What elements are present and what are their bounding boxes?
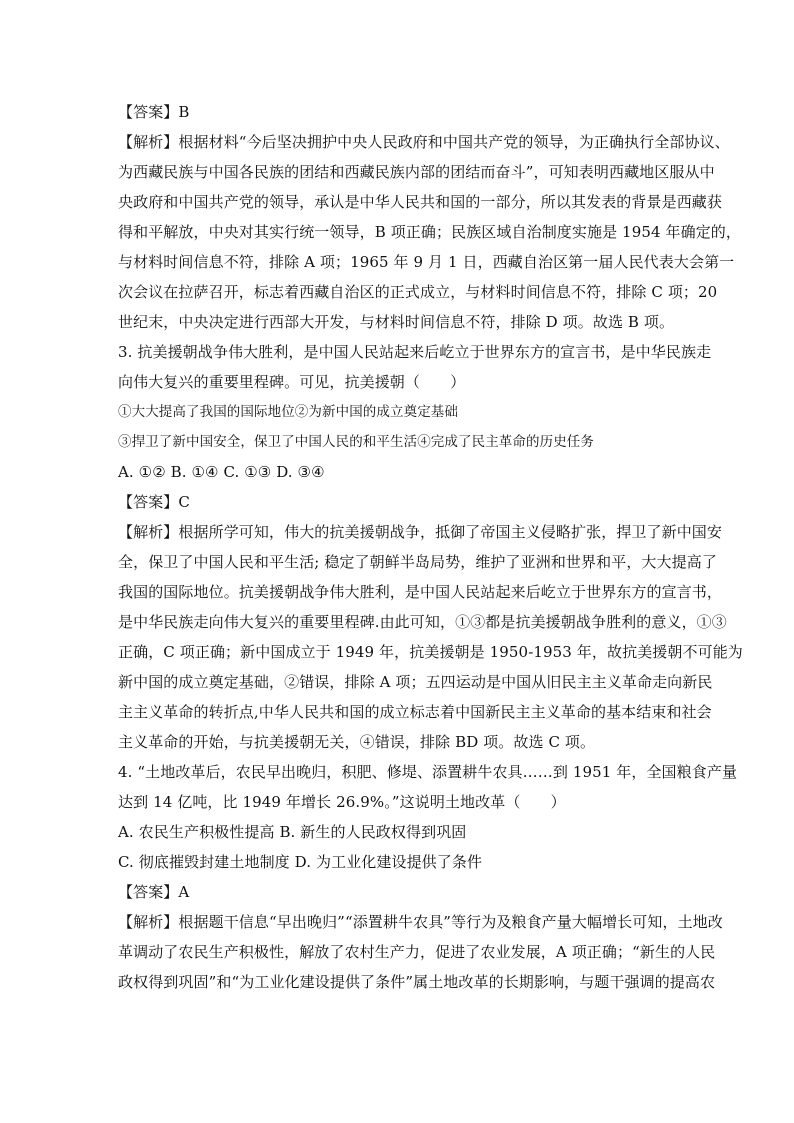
- document-page: [118, 102, 743, 1002]
- question-3-options: A. ①② B. ①④ C. ①③ D. ③④: [118, 463, 325, 481]
- analysis-line-q2: 世纪末，中央决定进行西部大开发，与材料时间信息不符，排除 D 项。故选 B 项。: [118, 313, 675, 331]
- analysis-line-q3: 主主义革命的转折点,中华人民共和国的成立标志着中国新民主主义革命的基本结束和社会: [118, 703, 712, 721]
- analysis-line-q3: 主义革命的开始，与抗美援朝无关，④错误，排除 BD 项。故选 C 项。: [118, 733, 596, 751]
- question-3-stem: 向伟大复兴的重要里程碑。可见，抗美援朝（ ）: [118, 373, 466, 391]
- analysis-line-q3: 正确，C 项正确；新中国成立于 1949 年，抗美援朝是 1950-1953 年，故抗美援朝不可能为: [118, 643, 743, 661]
- analysis-line-q2: 次会议在拉萨召开，标志着西藏自治区的正式成立，与材料时间信息不符，排除 C 项；20: [118, 283, 718, 301]
- question-4-options: A. 农民生产积极性提高 B. 新生的人民政权得到巩固: [118, 823, 467, 841]
- analysis-line-q4: 政权得到巩固”和“为工业化建设提供了条件”属土地改革的长期影响，与题干强调的提高农: [118, 973, 716, 991]
- question-3-stem: 3. 抗美援朝战争伟大胜利，是中国人民站起来后屹立于世界东方的宣言书，是中华民族走: [118, 343, 712, 361]
- question-4-stem: 4. “土地改革后，农民早出晚归，积肥、修堤、添置耕牛农具……到 1951 年，全国粮食产量: [118, 763, 738, 781]
- analysis-line-q2: 央政府和中国共产党的领导，承认是中华人民共和国的一部分，所以其发表的背景是西藏获: [118, 193, 723, 211]
- answer-label-q2: 【答案】B: [118, 103, 190, 121]
- answer-label-q3: 【答案】C: [118, 493, 190, 511]
- analysis-line-q4: 革调动了农民生产积极性，解放了农村生产力，促进了农业发展，A 项正确；“新生的人民: [118, 943, 716, 961]
- analysis-line-q3: 是中华民族走向伟大复兴的重要里程碑.由此可知，①③都是抗美援朝战争胜利的意义，①③: [118, 613, 727, 631]
- question-4-stem: 达到 14 亿吨，比 1949 年增长 26.9%。”这说明土地改革（ ）: [118, 793, 566, 811]
- question-4-options: C. 彻底摧毁封建土地制度 D. 为工业化建设提供了条件: [118, 853, 483, 871]
- analysis-line-q2: 【解析】根据材料“今后坚决拥护中央人民政府和中国共产党的领导，为正确执行全部协议、: [118, 133, 730, 151]
- analysis-line-q4: 【解析】根据题干信息“早出晚归”“添置耕牛农具”等行为及粮食产量大幅增长可知，土地改: [118, 913, 723, 931]
- analysis-line-q2: 与材料时间信息不符，排除 A 项；1965 年 9 月 1 日，西藏自治区第一届人民代表大会第一: [118, 253, 735, 271]
- question-3-statement: ①大大提高了我国的国际地位②为新中国的成立奠定基础: [118, 404, 458, 420]
- analysis-line-q2: 得和平解放，中央对其实行统一领导，B 项正确；民族区域自治制度实施是 1954 年确定的，: [118, 223, 742, 241]
- analysis-line-q3: 【解析】根据所学可知，伟大的抗美援朝战争，抵御了帝国主义侵略扩张，捍卫了新中国安: [118, 523, 723, 541]
- analysis-line-q3: 新中国的成立奠定基础，②错误，排除 A 项；五四运动是中国从旧民主主义革命走向新民: [118, 673, 713, 691]
- analysis-line-q3: 我国的国际地位。抗美援朝战争伟大胜利，是中国人民站起来后屹立于世界东方的宣言书，: [118, 583, 723, 601]
- question-3-statement: ③捍卫了新中国安全，保卫了中国人民的和平生活④完成了民主革命的历史任务: [118, 434, 594, 450]
- analysis-line-q3: 全，保卫了中国人民和平生活; 稳定了朝鲜半岛局势，维护了亚洲和世界和平，大大提高了: [118, 553, 717, 571]
- analysis-line-q2: 为西藏民族与中国各民族的团结和西藏民族内部的团结而奋斗”，可知表明西藏地区服从中: [118, 163, 715, 181]
- answer-label-q4: 【答案】A: [118, 883, 190, 901]
